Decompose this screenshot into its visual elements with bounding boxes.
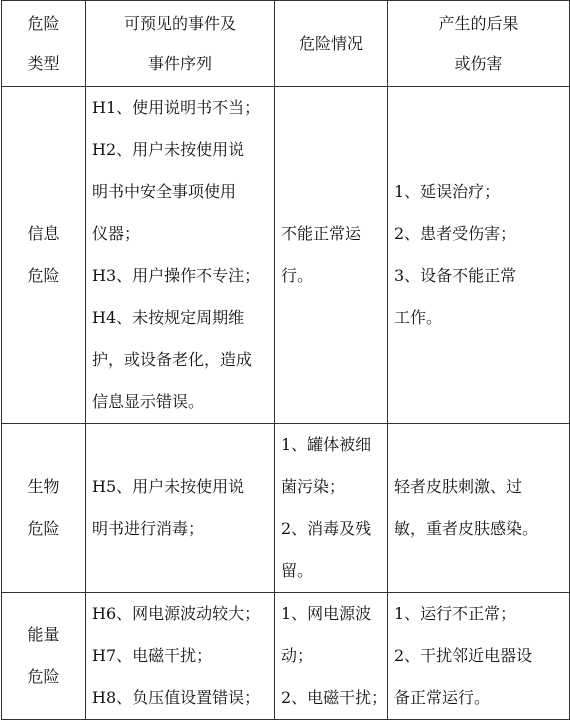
events-cell: H6、网电源波动较大； H7、电磁干扰； H8、负压值设置错误；	[86, 593, 275, 720]
consequence-cell: 轻者皮肤刺激、过 敏，重者皮肤感染。	[388, 424, 570, 593]
table-row	[2, 87, 570, 424]
header-hazard-type: 危险 类型	[2, 1, 86, 87]
events-cell: H1、使用说明书不当； H2、用户未按使用说 明书中安全事项使用 仪器； H3、用户操作不专注； H4、未按规定周期维 护，或设备老化，造成 信息显示错误。	[86, 87, 275, 424]
table-row	[2, 424, 570, 593]
situation-cell: 1、罐体被细 菌污染； 2、消毒及残 留。	[275, 424, 388, 593]
consequence-cell: 1、运行不正常； 2、干扰邻近电器设 备正常运行。	[388, 593, 570, 720]
hazard-analysis-table	[1, 0, 570, 720]
hazard-type-cell: 生物 危险	[2, 424, 86, 593]
hazard-type-cell: 信息 危险	[2, 87, 86, 424]
header-situation: 危险情况	[275, 1, 388, 87]
table-row	[2, 593, 570, 720]
events-cell: H5、用户未按使用说 明书进行消毒；	[86, 424, 275, 593]
hazard-type-cell: 能量 危险	[2, 593, 86, 720]
consequence-cell: 1、延误治疗； 2、患者受伤害； 3、设备不能正常 工作。	[388, 87, 570, 424]
header-events: 可预见的事件及 事件序列	[86, 1, 275, 87]
table-header-row	[2, 1, 570, 87]
situation-cell: 不能正常运 行。	[275, 87, 388, 424]
situation-cell: 1、网电源波 动； 2、电磁干扰；	[275, 593, 388, 720]
header-consequence: 产生的后果 或伤害	[388, 1, 570, 87]
